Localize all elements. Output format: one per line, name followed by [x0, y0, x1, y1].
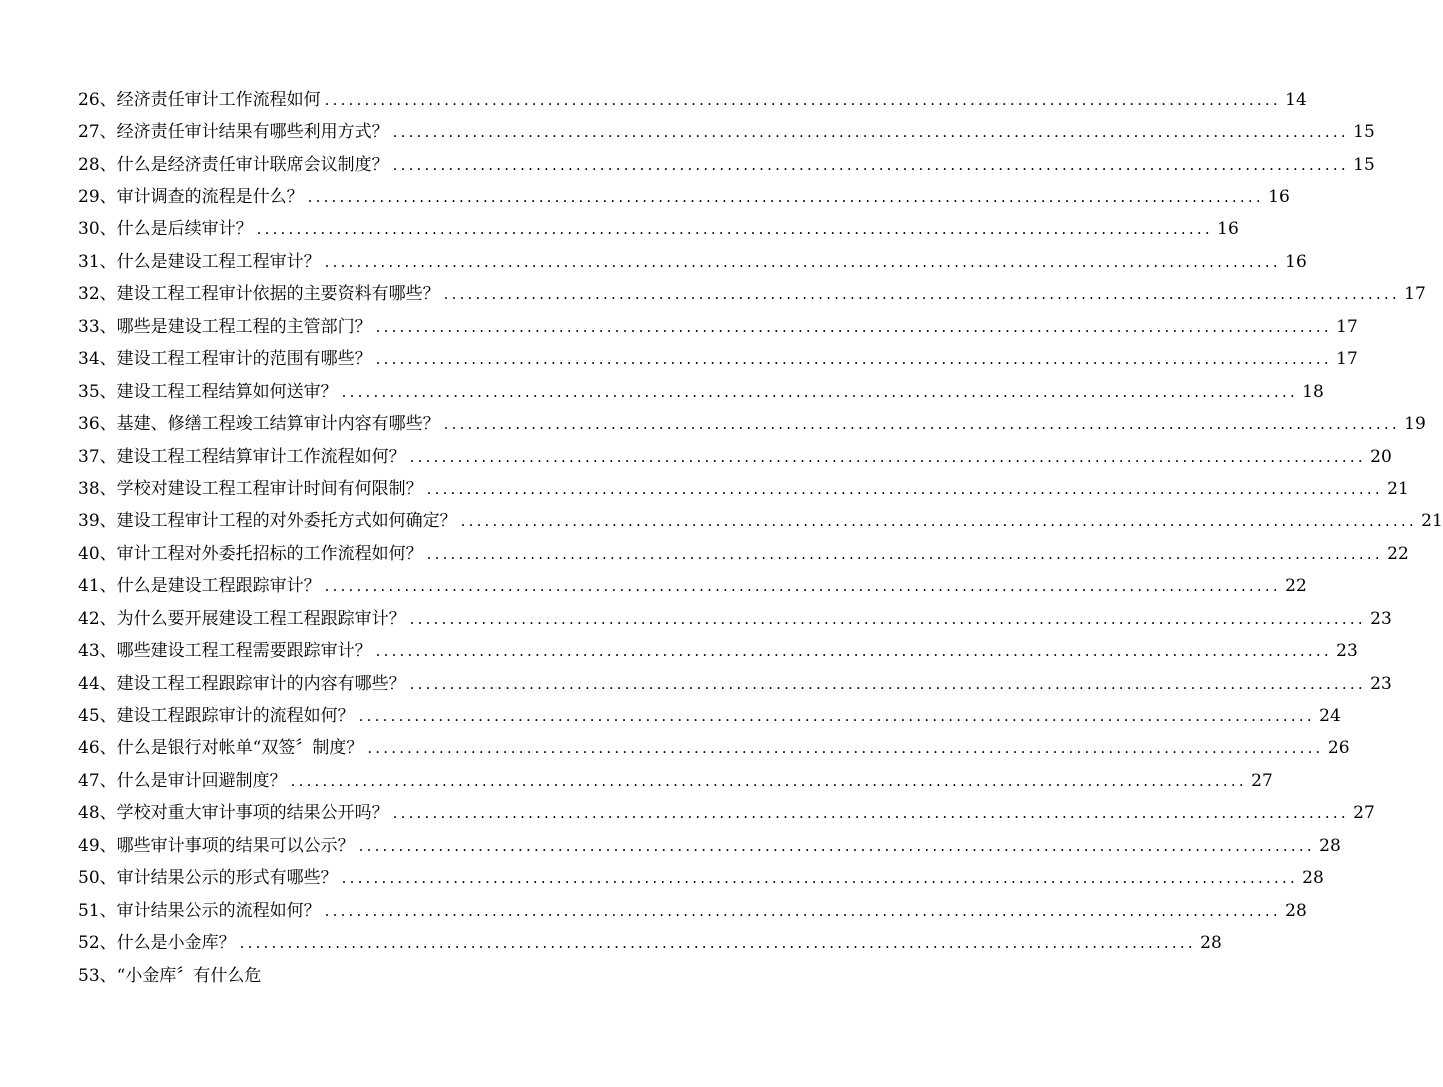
toc-title: 、学校对建设工程工程审计时间有何限制？ [99, 478, 423, 499]
toc-title: 、建设工程工程结算审计工作流程如何？ [99, 446, 406, 467]
toc-leader-dots: ........................................................................................................................ [324, 901, 1281, 920]
toc-number: 51 [78, 900, 100, 921]
toc-title: 、建设工程工程跟踪审计的内容有哪些？ [99, 673, 406, 694]
toc-entry [78, 635, 1358, 667]
toc-page-number: 28 [1302, 868, 1324, 889]
toc-entry [78, 246, 1307, 278]
toc-number: 32 [78, 284, 100, 305]
toc-title: 、审计工程对外委托招标的工作流程如何？ [99, 543, 423, 564]
toc-entry [78, 84, 1307, 116]
toc-entry [78, 408, 1426, 440]
toc-entry-partial [78, 960, 718, 992]
toc-number: 50 [78, 868, 100, 889]
toc-page-number: 28 [1319, 835, 1341, 856]
toc-title: 、基建、修缮工程竣工结算审计内容有哪些？ [99, 414, 440, 435]
toc-page-number: 17 [1404, 284, 1426, 305]
toc-leader-dots: ........................................................................................................................ [443, 285, 1400, 304]
toc-number: 45 [78, 706, 100, 727]
toc-number: 30 [78, 219, 100, 240]
toc-leader-dots: ........................................................................................................................ [375, 350, 1332, 369]
toc-page-number: 16 [1268, 187, 1290, 208]
toc-title: 、审计结果公示的形式有哪些？ [99, 868, 338, 889]
toc-page-number: 19 [1404, 414, 1426, 435]
toc-entry [78, 700, 1341, 732]
toc-page-number: 23 [1370, 608, 1392, 629]
toc-entry [78, 765, 1273, 797]
toc-title: 、审计调查的流程是什么？ [99, 187, 304, 208]
toc-number: 26 [78, 89, 100, 110]
toc-title: 、什么是小金库？ [99, 933, 236, 954]
toc-number: 33 [78, 316, 100, 337]
toc-title: 、建设工程工程结算如何送审？ [99, 381, 338, 402]
toc-title: 、学校对重大审计事项的结果公开吗？ [99, 803, 389, 824]
toc-title: 、哪些审计事项的结果可以公示？ [99, 835, 355, 856]
toc-leader-dots: ........................................................................................................................ [409, 674, 1366, 693]
toc-leader-dots: ........................................................................................................................ [409, 609, 1366, 628]
toc-number: 29 [78, 187, 100, 208]
toc-leader-dots: ........................................................................................................................ [239, 934, 1196, 953]
toc-entry [78, 571, 1307, 603]
toc-leader-dots: ........................................................................................................................ [358, 707, 1315, 726]
toc-page-number: 20 [1370, 446, 1392, 467]
toc-title: 、建设工程跟踪审计的流程如何？ [99, 706, 355, 727]
toc-page-number: 15 [1353, 122, 1375, 143]
toc-title: 、哪些建设工程工程需要跟踪审计？ [99, 641, 372, 662]
toc-page-number: 27 [1353, 803, 1375, 824]
toc-page-number: 23 [1336, 641, 1358, 662]
toc-leader-dots: ........................................................................................................................ [460, 512, 1417, 531]
toc-leader-dots: ........................................................................................................................ [392, 804, 1349, 823]
toc-page-number: 17 [1336, 316, 1358, 337]
toc-title: 、为什么要开展建设工程工程跟踪审计？ [99, 608, 406, 629]
toc-title: 、“小金库〞有什么危 [99, 965, 262, 986]
toc-leader-dots: ........................................................................................................................ [375, 642, 1332, 661]
toc-entry [78, 895, 1307, 927]
toc-leader-dots: ........................................................................................................................ [426, 479, 1383, 498]
toc-title: 、什么是建设工程跟踪审计？ [99, 576, 321, 597]
toc-leader-dots: ........................................................................................................................ [324, 90, 1281, 109]
toc-page-number: 23 [1370, 673, 1392, 694]
toc-page-number: 17 [1336, 349, 1358, 370]
toc-title: 、建设工程审计工程的对外委托方式如何确定？ [99, 511, 457, 532]
toc-entry [78, 311, 1358, 343]
toc-number: 38 [78, 478, 100, 499]
toc-title: 、经济责任审计工作流程如何 [99, 89, 321, 110]
toc-page-number: 24 [1319, 706, 1341, 727]
toc-title: 、什么是建设工程工程审计？ [99, 251, 321, 272]
toc-number: 34 [78, 349, 100, 370]
toc-number: 36 [78, 414, 100, 435]
toc-entry [78, 668, 1392, 700]
toc-title: 、什么是经济责任审计联席会议制度？ [99, 154, 389, 175]
toc-title: 、审计结果公示的流程如何？ [99, 900, 321, 921]
toc-title: 、什么是银行对帐单“双签〞制度？ [99, 738, 364, 759]
toc-leader-dots: ........................................................................................................................ [392, 123, 1349, 142]
toc-entry [78, 279, 1426, 311]
toc-leader-dots: ........................................................................................................................ [341, 382, 1298, 401]
toc-title: 、建设工程工程审计的范围有哪些？ [99, 349, 372, 370]
toc-number: 31 [78, 251, 100, 272]
toc-page-number: 22 [1387, 543, 1409, 564]
toc-page-number: 16 [1285, 251, 1307, 272]
toc-entry [78, 214, 1239, 246]
toc-leader-dots: ........................................................................................................................ [375, 317, 1332, 336]
table-of-contents [78, 84, 1443, 992]
toc-entry [78, 473, 1409, 505]
toc-leader-dots: ........................................................................................................................ [324, 577, 1281, 596]
toc-leader-dots: ........................................................................................................................ [367, 739, 1324, 758]
toc-leader-dots: ........................................................................................................................ [290, 771, 1247, 790]
toc-leader-dots: ........................................................................................................................ [341, 869, 1298, 888]
toc-page-number: 27 [1251, 770, 1273, 791]
toc-entry [78, 603, 1392, 635]
toc-number: 41 [78, 576, 100, 597]
toc-number: 44 [78, 673, 100, 694]
toc-number: 37 [78, 446, 100, 467]
toc-entry [78, 927, 1222, 959]
toc-entry [78, 441, 1392, 473]
toc-page-number: 16 [1217, 219, 1239, 240]
toc-number: 46 [78, 738, 100, 759]
toc-entry [78, 149, 1375, 181]
toc-page-number: 18 [1302, 381, 1324, 402]
toc-page-number: 21 [1421, 511, 1443, 532]
toc-page-number: 28 [1200, 933, 1222, 954]
toc-number: 28 [78, 154, 100, 175]
toc-title: 、哪些是建设工程工程的主管部门？ [99, 316, 372, 337]
toc-entry [78, 344, 1358, 376]
toc-entry [78, 506, 1443, 538]
toc-entry [78, 863, 1324, 895]
toc-number: 39 [78, 511, 100, 532]
toc-title: 、什么是后续审计？ [99, 219, 253, 240]
toc-title: 、经济责任审计结果有哪些利用方式？ [99, 122, 389, 143]
toc-number: 48 [78, 803, 100, 824]
toc-number: 42 [78, 608, 100, 629]
toc-number: 40 [78, 543, 100, 564]
toc-page-number: 28 [1285, 900, 1307, 921]
toc-entry [78, 181, 1290, 213]
toc-entry [78, 733, 1350, 765]
toc-leader-dots: ........................................................................................................................ [358, 836, 1315, 855]
toc-leader-dots: ........................................................................................................................ [256, 220, 1213, 239]
toc-entry [78, 116, 1375, 148]
toc-entry [78, 376, 1324, 408]
toc-leader-dots: ........................................................................................................................ [307, 188, 1264, 207]
toc-page-number: 15 [1353, 154, 1375, 175]
toc-leader-dots: ........................................................................................................................ [426, 544, 1383, 563]
toc-title: 、建设工程工程审计依据的主要资料有哪些？ [99, 284, 440, 305]
toc-page-number: 22 [1285, 576, 1307, 597]
toc-title: 、什么是审计回避制度？ [99, 770, 287, 791]
toc-leader-dots: ........................................................................................................................ [409, 447, 1366, 466]
toc-number: 27 [78, 122, 100, 143]
toc-entry [78, 538, 1409, 570]
toc-number: 52 [78, 933, 100, 954]
toc-entry [78, 798, 1375, 830]
toc-number: 43 [78, 641, 100, 662]
toc-number: 35 [78, 381, 100, 402]
toc-leader-dots: ........................................................................................................................ [324, 252, 1281, 271]
toc-leader-dots: ........................................................................................................................ [392, 155, 1349, 174]
toc-page-number: 26 [1327, 738, 1350, 759]
toc-number: 53 [78, 965, 100, 986]
toc-number: 47 [78, 770, 100, 791]
toc-leader-dots: ........................................................................................................................ [443, 415, 1400, 434]
toc-page-number: 14 [1285, 89, 1307, 110]
toc-entry [78, 830, 1341, 862]
toc-number: 49 [78, 835, 100, 856]
toc-page-number: 21 [1387, 478, 1409, 499]
